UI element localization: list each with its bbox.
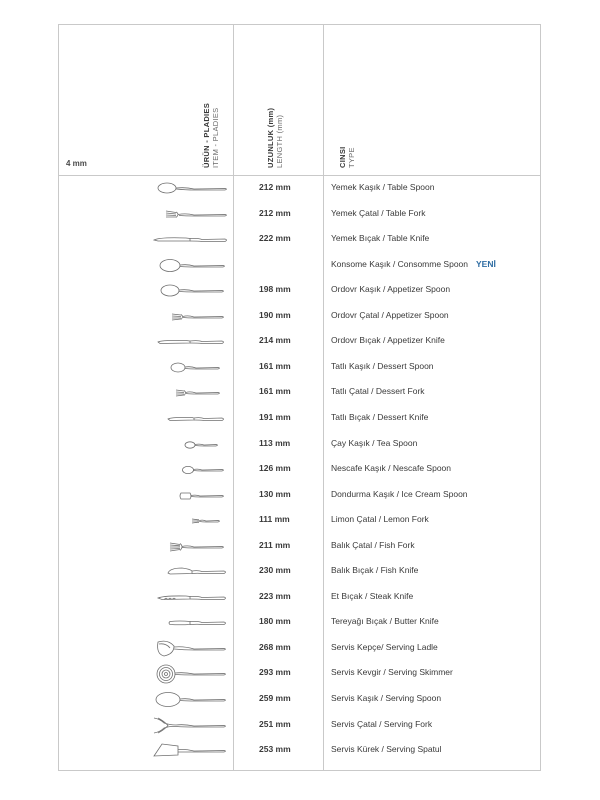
item-type [331, 667, 453, 677]
table-spoon-icon [150, 176, 230, 201]
item-length: 223 mm [259, 590, 291, 601]
item-length: 212 mm [259, 182, 291, 192]
item-type [331, 438, 417, 448]
item-type [331, 386, 425, 396]
lemon-fork-icon [150, 508, 230, 533]
item-length: 251 mm [259, 718, 291, 729]
butter-knife-icon [150, 610, 230, 635]
item-type [331, 693, 441, 703]
serving-ladle-icon [150, 636, 230, 661]
list-item [58, 253, 541, 279]
length-header-en: LENGTH (mm) [275, 114, 284, 168]
appetizer-knife-icon [150, 329, 230, 354]
type-header-en: TYPE [347, 147, 356, 168]
item-type [331, 182, 435, 192]
item-length: 214 mm [259, 335, 291, 346]
list-item [58, 610, 541, 636]
item-type [331, 361, 434, 371]
dessert-spoon-icon [150, 355, 230, 380]
item-type-label: Yemek Bıçak / Table Knife [331, 233, 430, 244]
list-item [58, 202, 541, 228]
item-type [331, 565, 418, 575]
list-item [58, 483, 541, 509]
item-length: 191 mm [259, 411, 291, 422]
dessert-knife-icon [150, 406, 230, 431]
type-column-header [338, 18, 360, 168]
item-type-label: Balık Bıçak / Fish Knife [331, 565, 419, 576]
item-length: 161 mm [259, 386, 291, 397]
item-type-label: Tereyağı Bıçak / Butter Knife [331, 616, 439, 627]
nescafe-spoon-icon [150, 457, 230, 482]
item-type-label: Dondurma Kaşık / Ice Cream Spoon [331, 488, 468, 499]
new-badge: YENİ [476, 258, 496, 269]
item-type [331, 335, 445, 345]
item-type-label: Servis Kevgir / Serving Skimmer [331, 667, 453, 678]
item-length: 198 mm [259, 284, 291, 295]
item-type-label: Tatlı Kaşık / Dessert Spoon [331, 360, 434, 371]
item-type-label: Servis Çatal / Serving Fork [331, 718, 433, 729]
type-header-tr: CINSI [338, 146, 347, 168]
serving-skimmer-icon [150, 661, 230, 686]
item-type [331, 463, 451, 473]
list-item [58, 227, 541, 253]
item-type-label: Ordovr Çatal / Appetizer Spoon [331, 309, 449, 320]
item-type [331, 591, 413, 601]
item-type-label: Balık Çatal / Fish Fork [331, 539, 415, 550]
item-length: 293 mm [259, 667, 291, 678]
item-length: 126 mm [259, 463, 291, 474]
item-type [331, 719, 432, 729]
item-length: 113 mm [259, 437, 291, 448]
list-item [58, 534, 541, 560]
item-type [331, 412, 428, 422]
serving-spoon-icon [150, 687, 230, 712]
consomme-spoon-icon [150, 253, 230, 278]
list-item [58, 559, 541, 585]
item-header-en: ITEM - PLADIES [211, 107, 220, 168]
item-length: 253 mm [259, 744, 291, 755]
item-type [331, 259, 496, 269]
list-item [58, 636, 541, 662]
item-type [331, 208, 426, 218]
list-item [58, 738, 541, 764]
item-type-label: Konsome Kaşık / Consomme Spoon [331, 258, 469, 269]
appetizer-fork-icon [150, 304, 230, 329]
item-length: 268 mm [259, 641, 291, 652]
item-type [331, 642, 438, 652]
item-type [331, 514, 429, 524]
item-type-label: Et Bıçak / Steak Knife [331, 590, 414, 601]
list-item [58, 304, 541, 330]
length-column-header [266, 18, 288, 168]
item-length: 161 mm [259, 360, 291, 371]
item-length: 180 mm [259, 616, 291, 627]
list-item [58, 380, 541, 406]
item-type-label: Çay Kaşık / Tea Spoon [331, 437, 418, 448]
ice-cream-spoon-icon [150, 483, 230, 508]
list-item [58, 278, 541, 304]
list-item [58, 585, 541, 611]
fish-knife-icon [150, 559, 230, 584]
list-item [58, 176, 541, 202]
item-length: 111 mm [259, 514, 290, 525]
item-length: 222 mm [259, 233, 291, 244]
serving-spatula-icon [150, 738, 230, 763]
item-type [331, 310, 449, 320]
item-type-label: Ordovr Bıçak / Appetizer Knife [331, 335, 445, 346]
list-item [58, 457, 541, 483]
item-type-label: Servis Kürek / Serving Spatul [331, 744, 442, 755]
list-item [58, 432, 541, 458]
item-type [331, 284, 450, 294]
item-type-label: Tatlı Bıçak / Dessert Knife [331, 411, 429, 422]
item-type [331, 233, 429, 243]
item-length: 259 mm [259, 693, 291, 703]
item-type-label: Servis Kaşık / Serving Spoon [331, 693, 442, 703]
table-fork-icon [150, 202, 230, 227]
list-item [58, 687, 541, 713]
item-length: 212 mm [259, 207, 291, 218]
dessert-fork-icon [150, 380, 230, 405]
list-item [58, 355, 541, 381]
item-type-label: Servis Kepçe/ Serving Ladle [331, 641, 438, 652]
list-item [58, 329, 541, 355]
item-type-label: Nescafe Kaşık / Nescafe Spoon [331, 463, 452, 474]
item-length: 211 mm [259, 539, 291, 550]
serving-fork-icon [150, 713, 230, 738]
appetizer-spoon-icon [150, 278, 230, 303]
list-item [58, 713, 541, 739]
item-column-header [202, 18, 224, 168]
item-length: 230 mm [259, 565, 291, 576]
item-type [331, 489, 468, 499]
item-type-label: Yemek Kaşık / Table Spoon [331, 182, 435, 192]
item-type [331, 744, 442, 754]
list-item [58, 508, 541, 534]
fish-fork-icon [150, 534, 230, 559]
tea-spoon-icon [150, 432, 230, 457]
item-header-tr: ÜRÜN - PLADIES [202, 102, 211, 168]
item-type [331, 616, 439, 626]
list-item [58, 406, 541, 432]
item-length: 130 mm [259, 488, 291, 499]
item-length: 190 mm [259, 309, 291, 320]
item-type-label: Tatlı Çatal / Dessert Fork [331, 386, 425, 397]
length-header-tr: UZUNLUK (mm) [266, 107, 275, 168]
list-item [58, 661, 541, 687]
item-type-label: Yemek Çatal / Table Fork [331, 207, 426, 218]
item-type [331, 540, 415, 550]
steak-knife-icon [150, 585, 230, 610]
item-type-label: Limon Çatal / Lemon Fork [331, 514, 429, 525]
item-type-label: Ordovr Kaşık / Appetizer Spoon [331, 284, 451, 295]
thickness-label: 4 mm [66, 159, 87, 168]
table-knife-icon [150, 227, 230, 252]
